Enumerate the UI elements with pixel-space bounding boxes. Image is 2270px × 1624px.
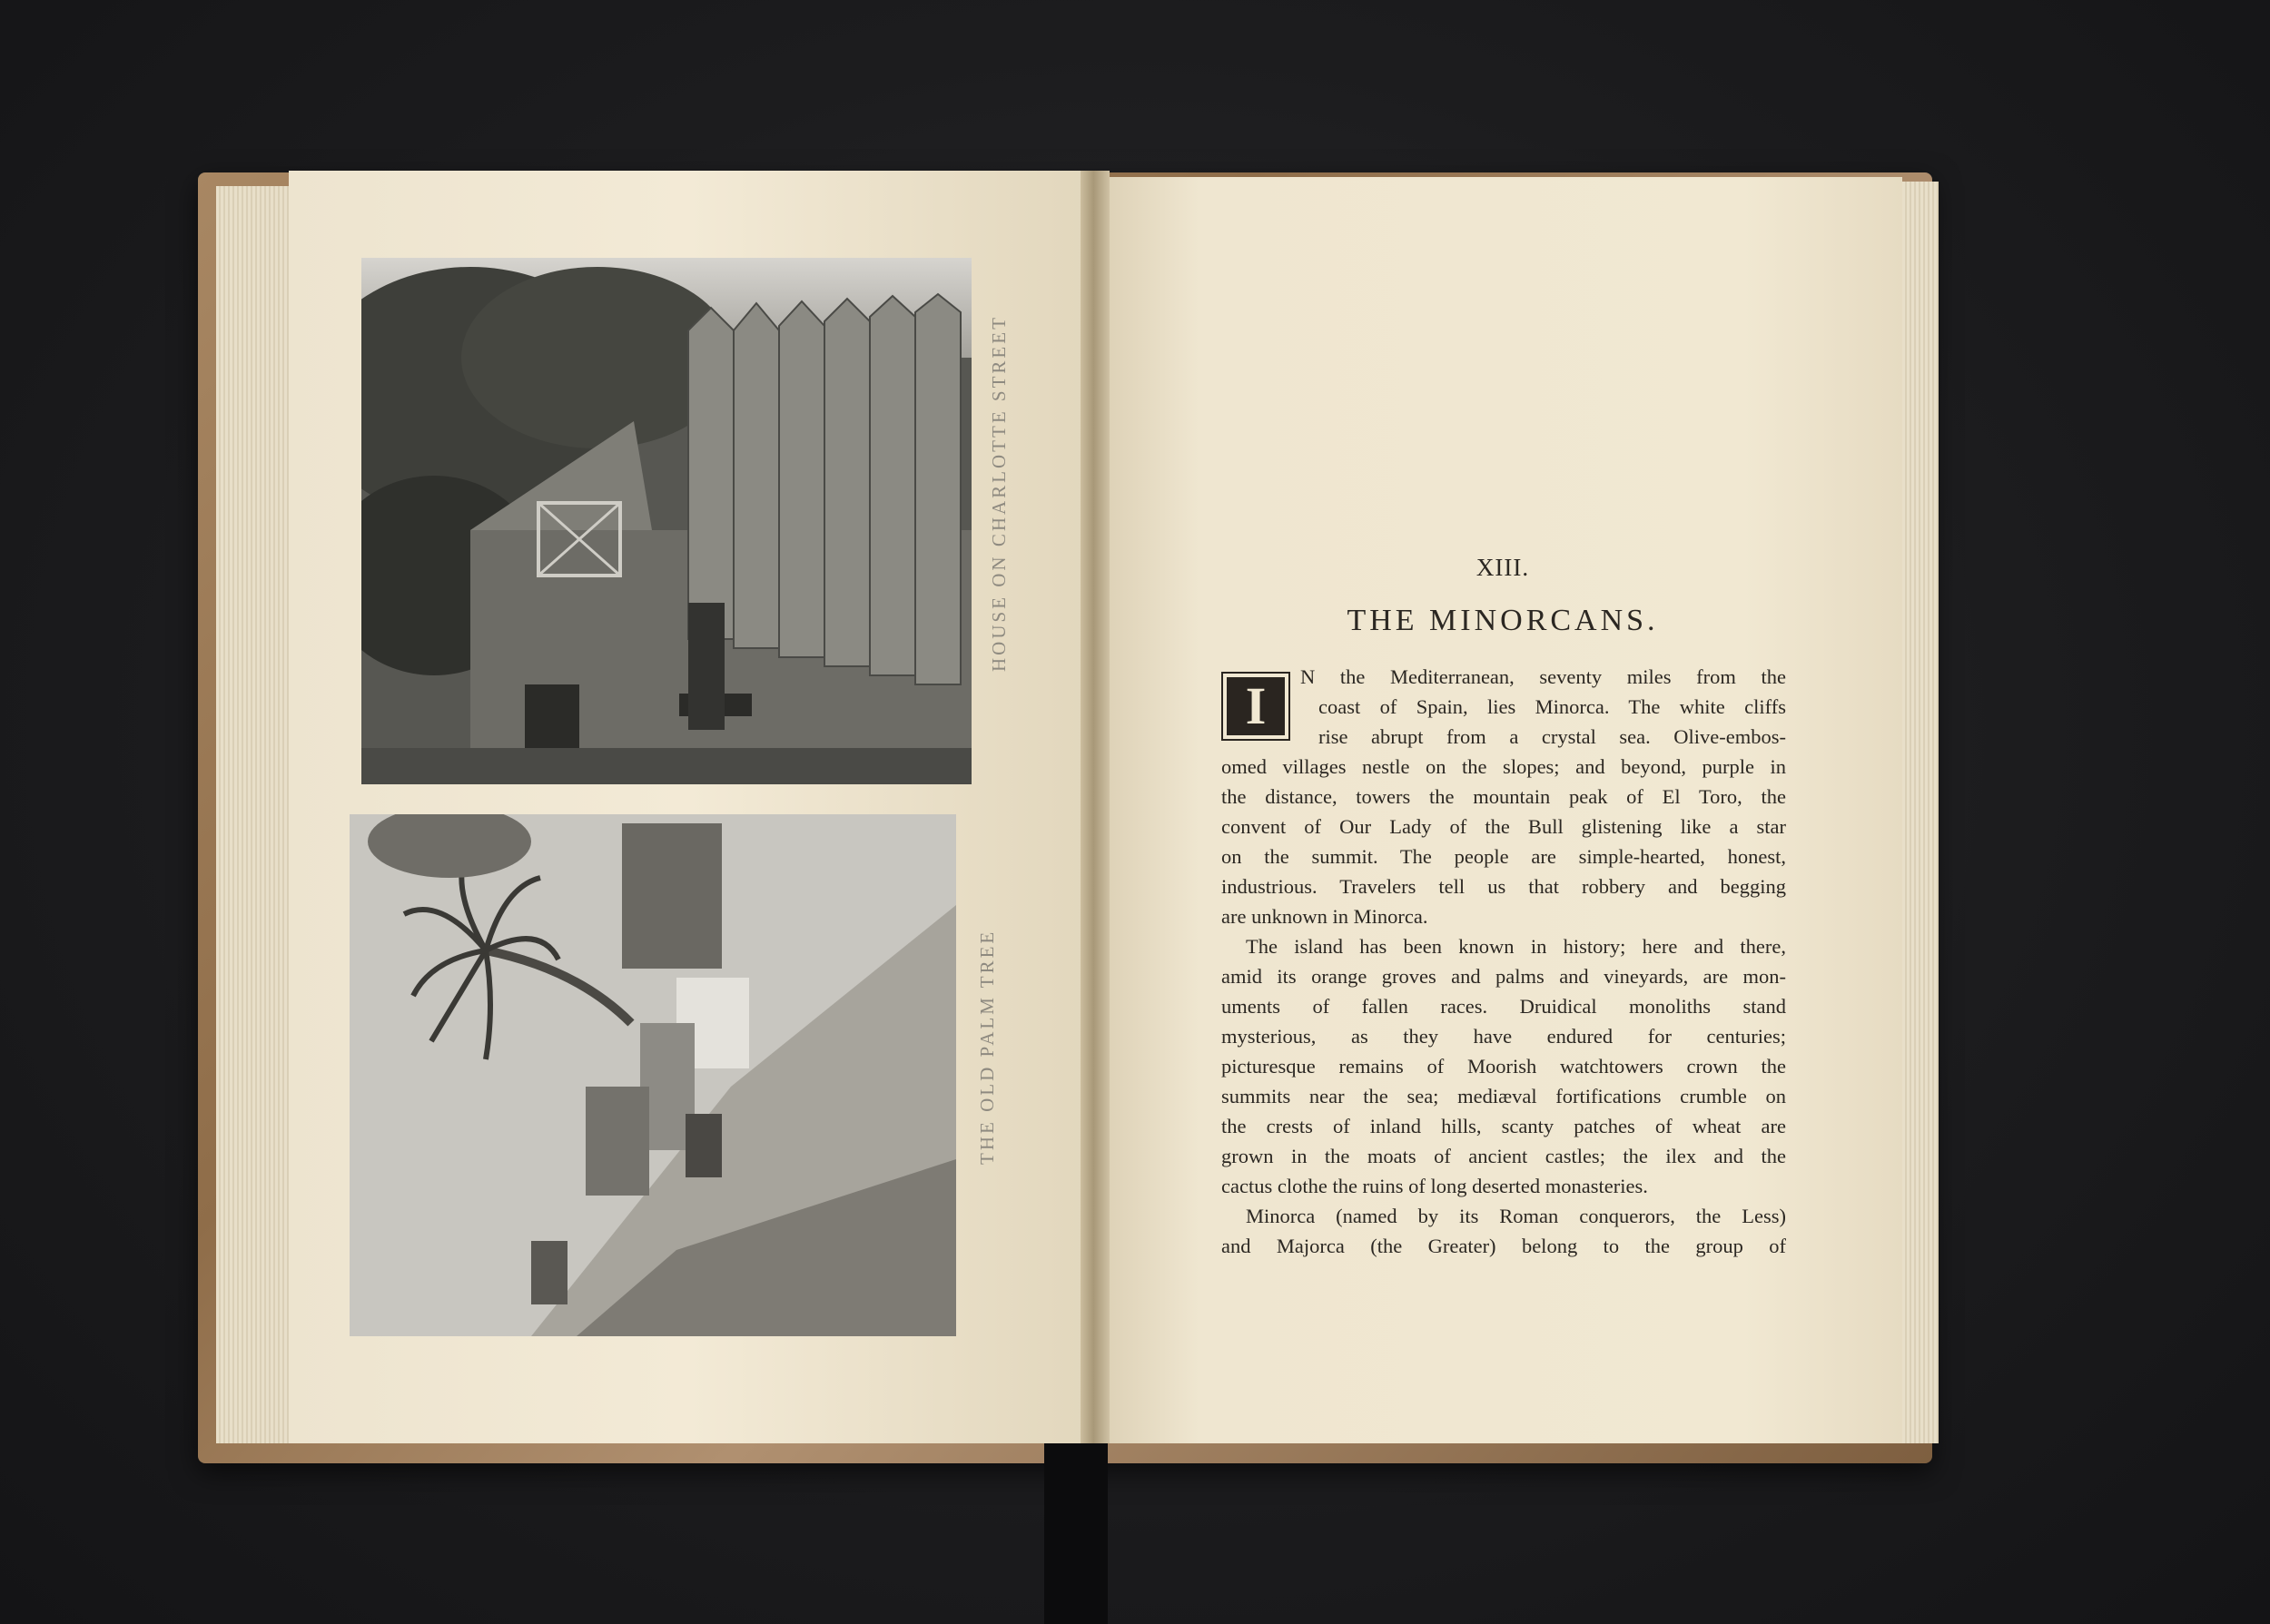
body-text-line: The island has been known in history; here and there, bbox=[1246, 935, 1786, 958]
book-gutter bbox=[1081, 171, 1110, 1443]
palm-photo-caption: THE OLD PALM TREE bbox=[976, 929, 998, 1165]
left-page-edges bbox=[216, 186, 298, 1443]
body-text-line: the crests of inland hills, scanty patches of wheat are bbox=[1221, 1115, 1786, 1137]
body-text-line: omed villages nestle on the slopes; and beyond, purple in bbox=[1221, 755, 1786, 778]
chapter-title: THE MINORCANS. bbox=[1347, 604, 1659, 637]
body-text-line: coast of Spain, lies Minorca. The white cliffs bbox=[1318, 695, 1786, 718]
body-text-line: summits near the sea; mediæval fortifications crumble on bbox=[1221, 1085, 1786, 1107]
body-text-line: industrious. Travelers tell us that robbery and begging bbox=[1221, 875, 1786, 898]
drop-cap-letter: I bbox=[1245, 676, 1267, 735]
body-text-line: uments of fallen races. Druidical monoliths stand bbox=[1221, 995, 1786, 1018]
body-text-line: the distance, towers the mountain peak of El Toro, the bbox=[1221, 785, 1786, 808]
body-text-line: Minorca (named by its Roman conquerors, the Less) bbox=[1246, 1205, 1786, 1227]
drop-cap bbox=[1221, 672, 1290, 741]
body-text-line: grown in the moats of ancient castles; the ilex and the bbox=[1221, 1145, 1786, 1167]
body-text-line: convent of Our Lady of the Bull glistening like a star bbox=[1221, 815, 1786, 838]
body-text-line: cactus clothe the ruins of long deserted monasteries. bbox=[1221, 1175, 1648, 1197]
palm-tree-photograph bbox=[350, 814, 956, 1336]
body-text-line: and Majorca (the Greater) belong to the group of bbox=[1221, 1235, 1786, 1257]
body-text-line: amid its orange groves and palms and vineyards, are mon- bbox=[1221, 965, 1786, 988]
house-photograph bbox=[361, 258, 972, 784]
body-text-line: are unknown in Minorca. bbox=[1221, 905, 1428, 928]
house-photo-caption: HOUSE ON CHARLOTTE STREET bbox=[988, 315, 1010, 672]
body-text-line: rise abrupt from a crystal sea. Olive-embos- bbox=[1318, 725, 1786, 748]
body-text-line: on the summit. The people are simple-hearted, honest, bbox=[1221, 845, 1786, 868]
body-text-line: picturesque remains of Moorish watchtowers crown the bbox=[1221, 1055, 1786, 1078]
spine-shadow bbox=[1044, 1443, 1108, 1624]
body-text-line: N the Mediterranean, seventy miles from the bbox=[1300, 665, 1786, 688]
chapter-number: XIII. bbox=[1476, 554, 1530, 581]
body-text-line: mysterious, as they have endured for centuries; bbox=[1221, 1025, 1786, 1048]
